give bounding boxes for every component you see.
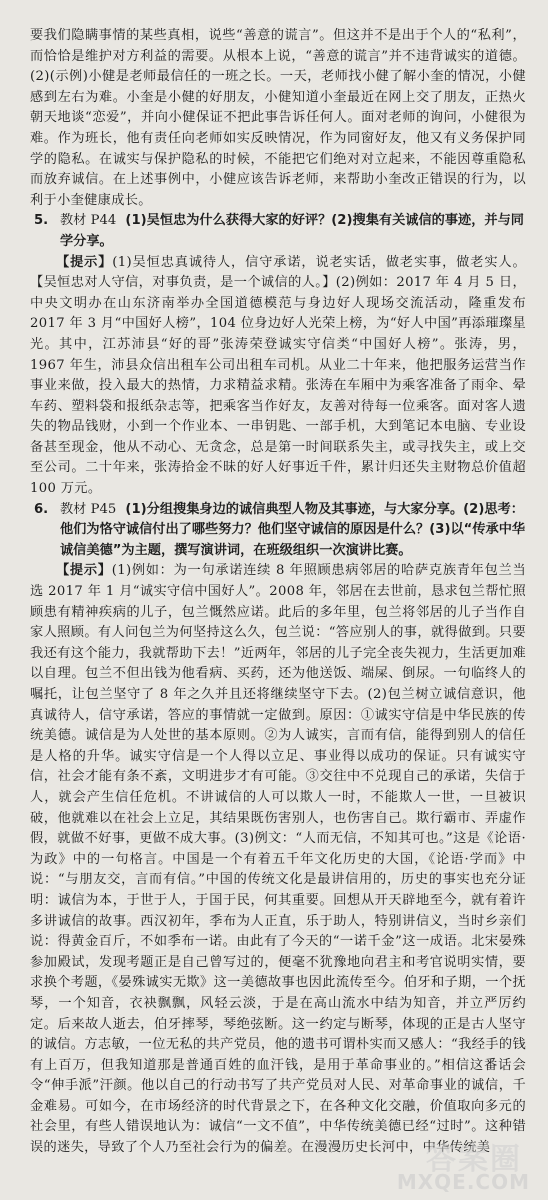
tip-label: 【提示】: [56, 563, 112, 579]
question-5: [34, 211, 526, 252]
question-text: (1)吴恒忠为什么获得大家的好评？(2)搜集有关诚信的事迹，并与同学分享。: [60, 213, 524, 249]
question-number: 6.: [34, 501, 49, 517]
question-source: 教材 P44: [60, 213, 117, 229]
question-6: [34, 500, 526, 562]
answer-text: (1)吴恒忠真诚待人，信守承诺，说老实话，做老实事，做老实人。【吴恒忠对人守信，对事负责，是一个诚信的人。】(2)例如：2017 年 4 月 5 日，中央文明办在山东济南举办全国道德模范与身边好人现场交流活动，隆重发布 2017 年 3 月“中国好人榜”，104 位身边好人光荣上榜，为“好人中国”再添璀璨星光。其中，江苏沛县“好的哥”张涛荣登诚实守信类“中国好人榜”。张涛，男，1967 年生，沛县众信出租车公司出租车司机。从业二十年来，他把服务运营当作事业来做，投入最大的热情，力求精益求精。张涛在车厢中为乘客准备了雨伞、晕车药、塑料袋和报纸杂志等，把乘客当作好友，友善对待每一位乘客。面对客人遗失的物品钱财，小到一个作业本、一串钥匙、一部手机，大到笔记本电脑、专业设备甚至现金，他从不动心、无贪念，总是第一时间联系失主，或寻找失主，或上交至公司。二十年来，张涛拾金不昧的好人好事近千件，累计归还失主财物总价值超 100 万元。: [30, 254, 527, 497]
watermark-site: MXQE.COM: [396, 1170, 530, 1194]
watermark-logo: 答案圈: [426, 1142, 522, 1177]
answer-text: (1)例如：为一句承诺连续 8 年照顾患病邻居的哈萨克族青年包兰当选 2017 年 1 月“诚实守信中国好人”。2008 年，邻居在去世前，恳求包兰帮忙照顾患有精神疾病的儿子，包兰慨然应诺。此后的多年里，包兰将邻居的儿子当作自家人照顾。有人问包兰为何坚持这么久，包兰说：“答应别人的事，就得做到。只要我还有这个能力，我就帮助下去！”近两年，邻居的儿子完全丧失视力，生活更加难以自理。包兰不但出钱为他看病、买药，还为他送饭、端屎、倒尿。一句临终人的嘱托，让包兰坚守了 8 年之久并且还将继续坚守下去。(2)包兰树立诚信意识，他真诚待人，信守承诺，答应的事情就一定做到。原因：①诚实守信是中华民族的传统美德。诚信是为人处世的基本原则。②为人诚实，言而有信，能得到别人的信任是人格的升华。诚实守信是一个人得以立足、事业得以成功的保证。只有诚实守信，社会才能有条不紊，文明进步才有可能。③交往中不兑现自己的承诺，失信于人，就会产生信任危机。不讲诚信的人可以欺人一时，不能欺人一世，一旦被识破，他就难以在社会上立足，其结果既伤害别人，也伤害自己。欺行霸市、弄虚作假，就做不好事，更做不成大事。(3)例文：“人而无信，不知其可也。”这是《论语·为政》中的一句格言。中国是一个有着五千年文化历史的大国，《论语·学而》中说：“与朋友交，言而有信。”中国的传统文化是最讲信用的，历史的事实也充分证明：诚信为本，于世于人，于国于民，何其重要。回想从开天辟地至今，就有着许多讲诚信的故事。西汉初年，季布为人正直，乐于助人，特别讲信义，当时乡亲们说：得黄金百斤，不如季布一诺。由此有了今天的“一诺千金”这一成语。北宋晏殊参加殿试，发现考题正是自己曾写过的，便毫不犹豫地向君主和考官说明实情，要求换个考题，《晏殊诚实无欺》这一美德故事也因此流传至今。伯牙和子期，一个抚琴，一个知音，衣袂飘飘，风轻云淡，于是在高山流水中结为知音，并立严厉约定。后来故人逝去，伯牙摔琴，琴绝弦断。这一约定与断琴，体现的正是古人坚守的诚信。方志敏，一位无私的共产党员，他的遗书可谓朴实而又感人：“我经手的钱有上百万，但我知道那是普通百姓的血汗钱，是用于革命事业的。”相信这番话会令“伸手派”汗颜。他以自己的行动书写了共产党员对人民、对革命事业的诚信，千金难易。可如今，在市场经济的时代背景之下，在各种文化交融，价值取向多元的社会里，有些人错误地认为：诚信“一文不值”，中华传统美德已经“过时”。这种错误的迷失，导致了个人乃至社会行为的偏差。在漫漫历史长河中，中华传统美: [30, 563, 526, 1156]
question-text: (1)分组搜集身边的诚信典型人物及其事迹，与大家分享。(2)思考：他们为恪守诚信付出了哪些努力？他们坚守诚信的原因是什么？(3)以“传承中华诚信美德”为主题，撰写演讲词，在班级组织一次演讲比赛。: [60, 501, 526, 558]
answer-continuation: 要我们隐瞒事情的某些真相，说些“善意的谎言”。但这并不是出于个人的“私利”，而恰恰是维护对方利益的需要。从根本上说，“善意的谎言”并不违背诚实的道德。(2)(示例)小健是老师最信任的一班之长。一天，老师找小健了解小奎的情况，小健感到左右为难。小奎是小健的好朋友，小健知道小奎最近在网上交了朋友，正热火朝天地谈“恋爱”，并向小健保证不把此事告诉任何人。面对老师的询问，小健很为难。作为班长，他有责任向老师如实反映情况，作为同窗好友，他又有义务保护同学的隐私。在诚实与保护隐私的时候，不能把它们绝对对立起来，不能因尊重隐私而放弃诚信。在上述事例中，小健应该告诉老师，来帮助小奎改正错误的行为，以利于小奎健康成长。: [30, 28, 526, 208]
answer-6: [30, 561, 526, 1158]
question-number: 5.: [34, 213, 49, 229]
question-source: 教材 P45: [60, 501, 117, 517]
watermark: [396, 1134, 530, 1194]
answer-5: [30, 253, 526, 500]
tip-label: 【提示】: [56, 254, 113, 270]
